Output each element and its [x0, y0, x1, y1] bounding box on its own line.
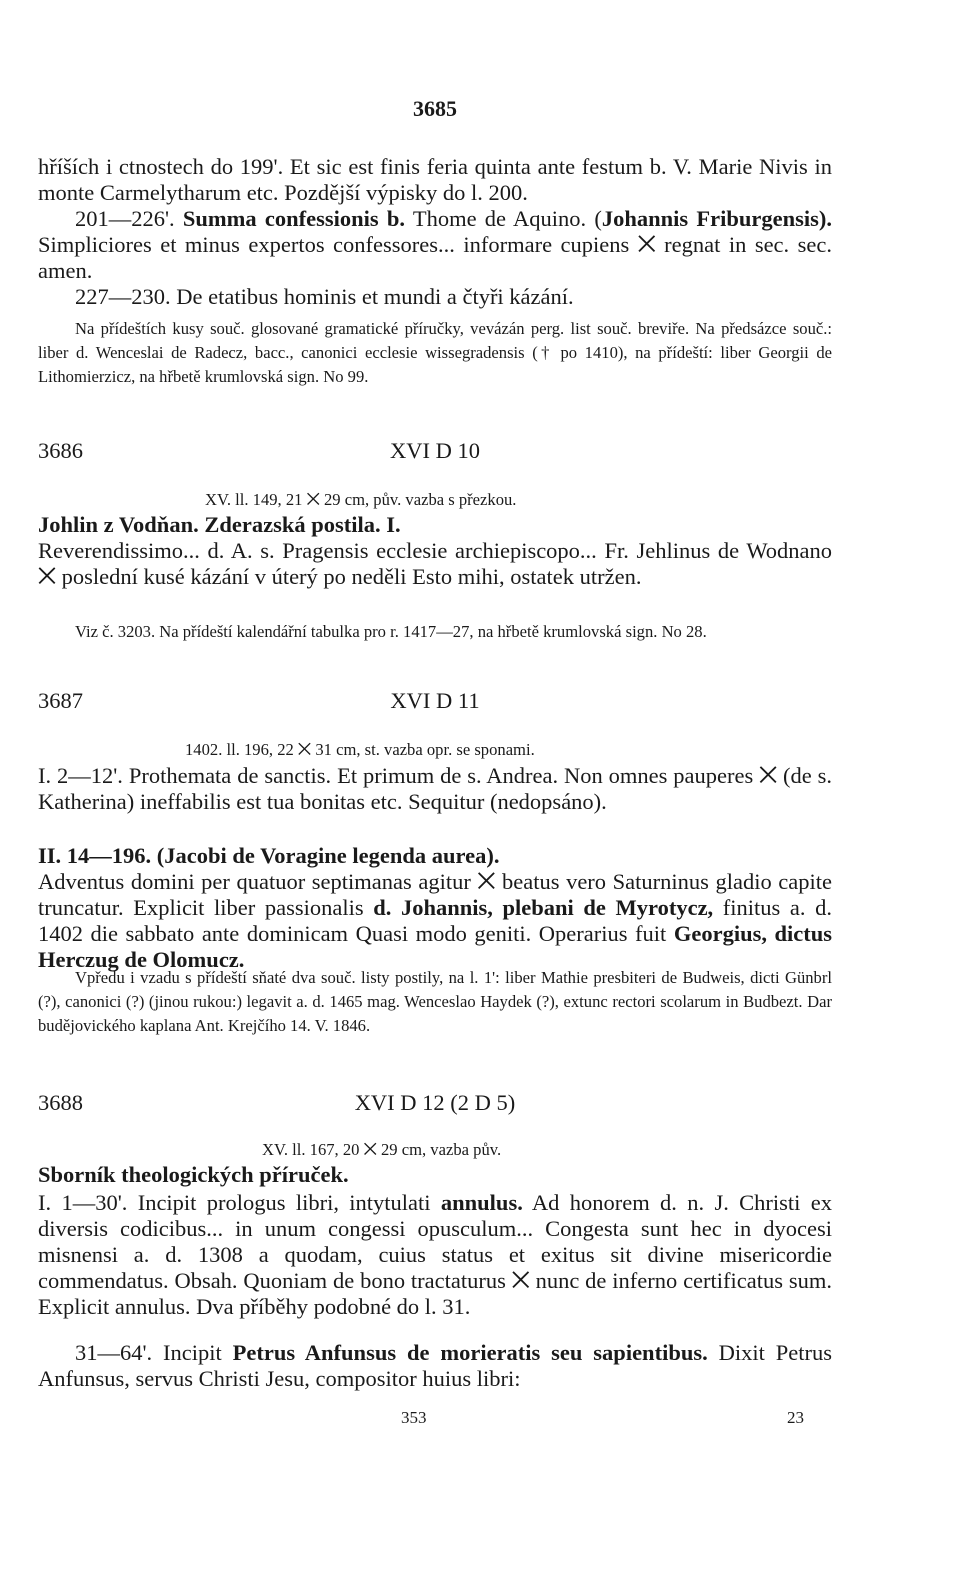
entry-3688-part1: I. 1—30'. Incipit prologus libri, intytulati annulus. Ad honorem d. n. J. Christi ex diversis codicibus... in unum congessi opusculum... Congesta sunt hec in dyocesi misnensi a. d. 1308 a quodam, cuius status et exitus sit divine misericordie commendatus. Obsah. Quoniam de bono tractaturus ⨉ nunc de inferno certificatus sum. Explicit annulus. Dva příběhy podobné do l. 31.: [38, 1190, 833, 1319]
page-number-header: 3685: [413, 96, 457, 121]
entry-3686-text: Reverendissimo... d. A. s. Pragensis ecclesie archiepiscopo... Fr. Jehlinus de Wodnano ⨉ poslední kusé kázání v úterý po neděli Esto mihi, ostatek utržen.: [38, 538, 832, 589]
entry-number: 3688: [38, 1090, 83, 1115]
entry-3687-meta: 1402. ll. 196, 22 ⨉ 31 cm, st. vazba opr. se sponami.: [185, 740, 535, 759]
entry-3687-note: Vpředu i vzadu s přídeští sňaté dva souč. listy postily, na l. 1': liber Mathie presbiteri de Budweis, dicti Günbrl (?), canonici (?) (jinou rukou:) legavit a. d. 1465 mag. Wenceslao Haydek (?), extunc rectori scolarum in Budbezt. Dar budějovického kaplana Ant. Krejčího 14. V. 1846.: [38, 968, 832, 1035]
entry-3686-note: Viz č. 3203. Na přídeští kalendářní tabulka pro r. 1417—27, na hřbetě krumlovská sign. No 28.: [75, 622, 707, 641]
shelf-signature: XVI D 11: [390, 688, 480, 713]
footer-left: 353: [401, 1408, 427, 1427]
entry-3685: [38, 154, 832, 310]
entry-3685-item2: 227—230. De etatibus hominis et mundi a čtyři kázání.: [75, 284, 574, 309]
entry-3687-part2: II. 14—196. (Jacobi de Voragine legenda aurea). Adventus domini per quatuor septimanas agitur ⨉ beatus vero Saturninus gladio capite truncatur. Explicit liber passionalis d. Johannis, plebani de Myrotycz, finitus a. d. 1402 die sabbato ante dominicam Quasi modo geniti. Operarius fuit Georgius, dictus Herczug de Olomucz.: [38, 843, 833, 972]
shelf-signature: XVI D 12 (2 D 5): [354, 1090, 516, 1115]
entry-number: 3686: [38, 438, 83, 463]
entry-3687-part1: I. 2—12'. Prothemata de sanctis. Et primum de s. Andrea. Non omnes pauperes ⨉ (de s. Katherina) ineffabilis est tua bonitas etc. Sequitur (nedopsáno).: [38, 763, 832, 814]
part2-heading: II. 14—196. (Jacobi de Voragine legenda aurea).: [38, 843, 500, 868]
entry-3685-continuation: hříších i ctnostech do 199'. Et sic est finis feria quinta ante festum b. V. Marie Nivis in monte Carmelytharum etc. Pozdější výpisky do l. 200.: [38, 154, 832, 205]
entry-3688-title: Sborník theologických příruček.: [38, 1162, 349, 1187]
entry-3686-title: Johlin z Vodňan. Zderazská postila. I.: [38, 512, 401, 537]
entry-3687-heading: [38, 688, 832, 718]
shelf-signature: XVI D 10: [390, 438, 480, 463]
entry-3688-heading: [38, 1090, 832, 1120]
entry-3688-part2: 31—64'. Incipit Petrus Anfunsus de morieratis seu sapientibus. Dixit Petrus Anfunsus, servus Christi Jesu, compositor huius libri:: [38, 1340, 832, 1391]
entry-3686-meta: XV. ll. 149, 21 ⨉ 29 cm, pův. vazba s přezkou.: [205, 490, 517, 509]
entry-3688-meta: XV. ll. 167, 20 ⨉ 29 cm, vazba pův.: [262, 1140, 502, 1159]
entry-3685-note: Na přídeštích kusy souč. glosované gramatické příručky, vevázán perg. list souč. breviře. Na předsázce souč.: liber d. Wenceslai de Radecz, bacc., canonici ecclesie wissegradensis († po 1410), na přídeští: liber Georgii de Lithomierzicz, na hřbetě krumlovská sign. No 99.: [38, 319, 832, 386]
entry-3685-item: 201—226'. Summa confessionis b. Thome de Aquino. (Johannis Friburgensis). Simpliciores et minus expertos confessores... informare cupiens ⨉ regnat in sec. sec. amen.: [38, 206, 832, 283]
entry-3686-heading: [38, 438, 832, 468]
footer-right: 23: [787, 1408, 804, 1427]
entry-number: 3687: [38, 688, 83, 713]
